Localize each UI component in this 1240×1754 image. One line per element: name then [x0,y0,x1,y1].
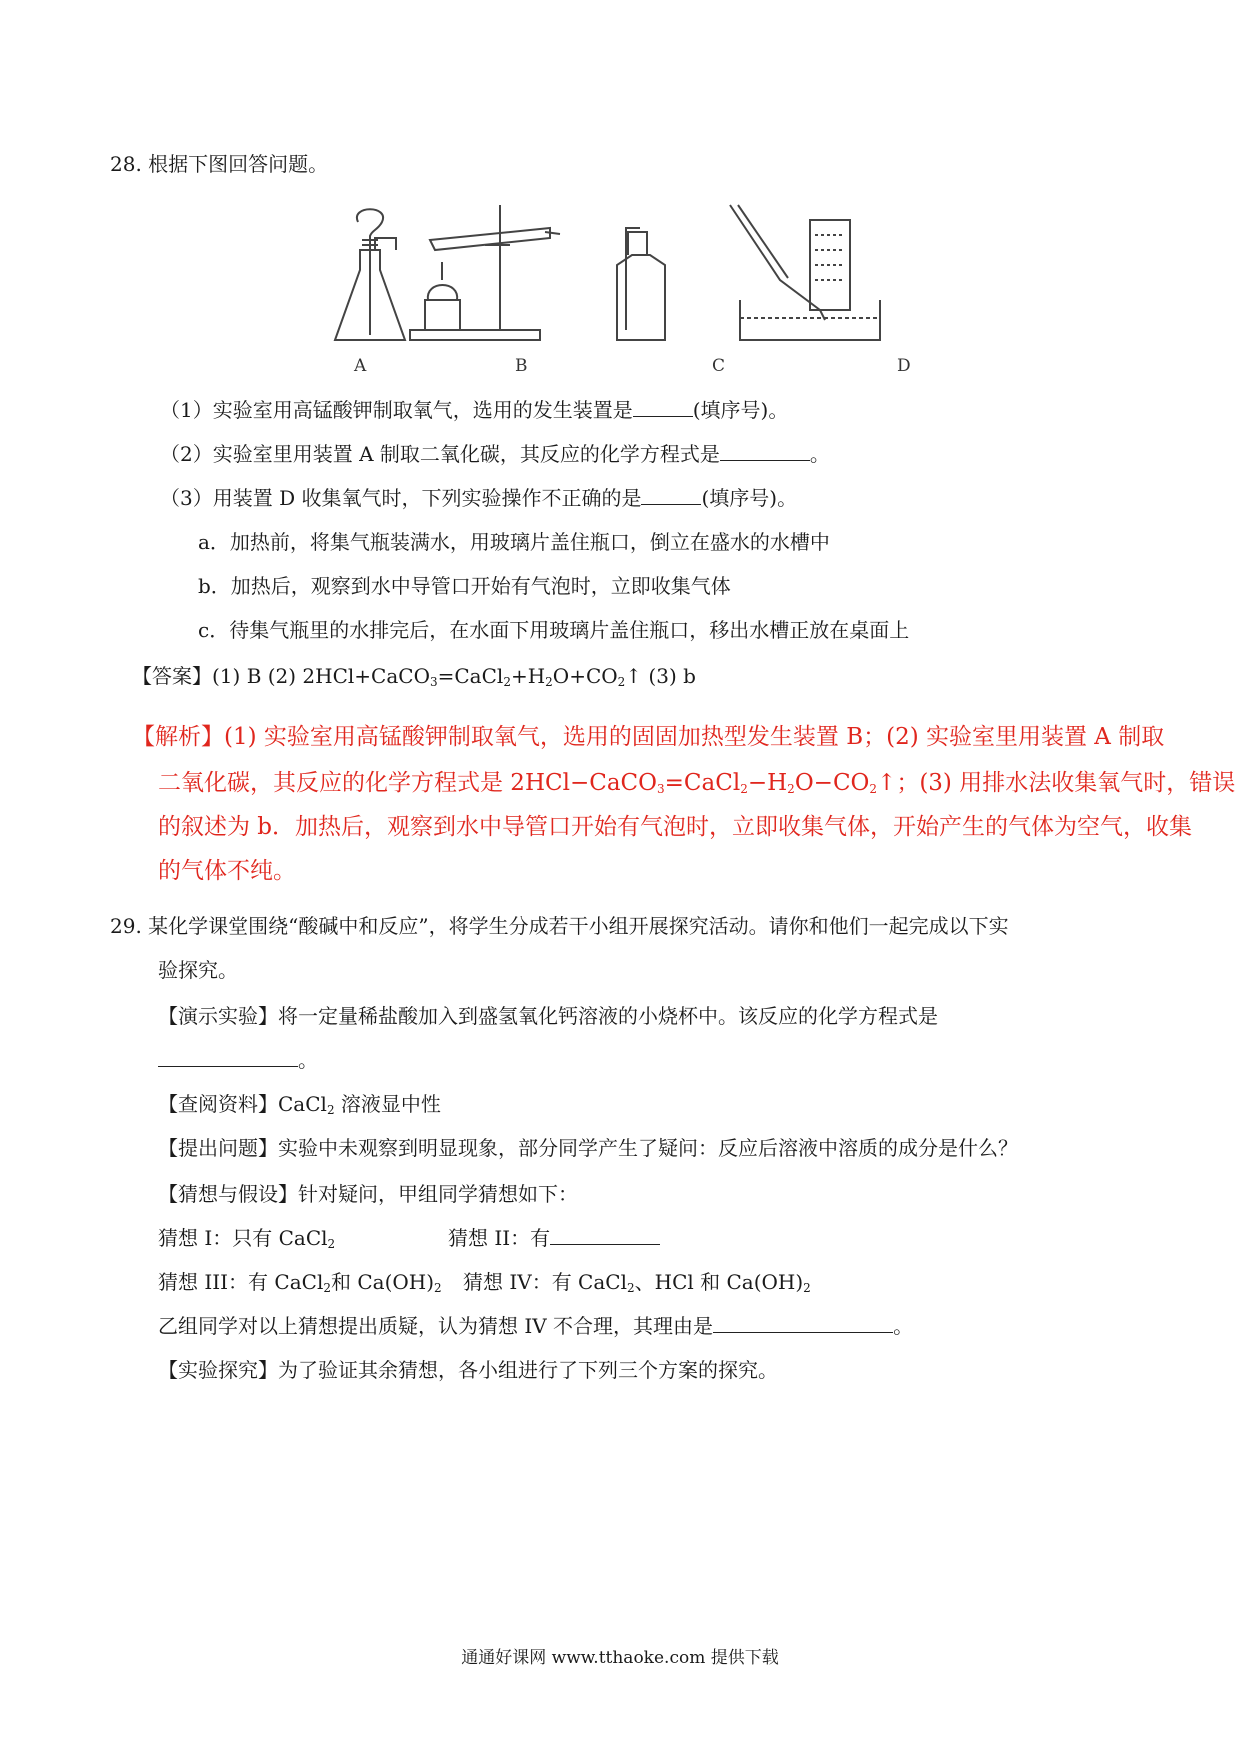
q28-sub3 [160,484,797,512]
figure-label-b: B [515,356,528,376]
q29-explore: 【实验探究】为了验证其余猜想，各小组进行了下列三个方案的探究。 [158,1358,778,1382]
analysis-part: −H [747,770,788,796]
subscript: 2 [787,782,795,796]
q28-analysis-line3: 的叙述为 b．加热后，观察到水中导管口开始有气泡时，立即收集气体，开始产生的气体为空气，收集 [158,814,1193,840]
apparatus-a [335,209,405,340]
subscript: 2 [869,782,878,796]
q28-analysis-line4: 的气体不纯。 [158,858,296,884]
subscript: 2 [434,1281,442,1295]
q29-guess-4 [463,1268,811,1296]
answer-blank[interactable] [633,398,693,417]
answer-part: (1) B (2) 2HCl+CaCO [212,664,430,688]
figure-label-a: A [354,356,367,376]
reference-text: 溶液显中性 [334,1092,441,1116]
q29-number: 29. [110,914,142,938]
q28-sub1 [160,396,788,424]
subscript: 2 [326,1103,335,1117]
answer-part: ↑ (3) b [625,664,696,688]
subscript: 3 [429,675,438,689]
q29-stem-line1 [110,912,1009,940]
analysis-part: =CaCl [664,770,741,796]
apparatus-d [730,205,880,340]
q28-sub3-text: （3）用装置 D 收集氧气时，下列实验操作不正确的是 [160,486,642,510]
q28-sub3-tail: (填序号)。 [701,486,798,510]
q29-guess-2 [448,1224,660,1252]
guess-text: 猜想 IV：有 CaCl [463,1270,627,1294]
q28-number: 28. [110,152,142,176]
q28-analysis-line2 [158,768,1235,798]
q29-stem-line2: 验探究。 [158,958,238,982]
q28-analysis-line1: 【解析】(1) 实验室用高锰酸钾制取氧气，选用的固固加热型发生装置 B；(2) 实验室里用装置 A 制取 [132,724,1165,750]
guess-text: 猜想 II：有 [448,1226,551,1250]
subscript: 2 [503,675,511,689]
subscript: 2 [327,1237,336,1251]
subscript: 2 [803,1281,811,1295]
q28-option-a: a．加热前，将集气瓶装满水，用玻璃片盖住瓶口，倒立在盛水的水槽中 [198,530,830,554]
doubt-text: 乙组同学对以上猜想提出质疑，认为猜想 IV 不合理，其理由是 [158,1314,714,1338]
q29-stem-text: 某化学课堂围绕“酸碱中和反应”，将学生分成若干小组开展探究活动。请你和他们一起完成以下实 [148,914,1009,938]
answer-part: +H [510,664,546,688]
q28-sub2-tail: 。 [809,442,830,466]
answer-part: O+CO [552,664,618,688]
q28-sub2-text: （2）实验室里用装置 A 制取二氧化碳，其反应的化学方程式是 [160,442,720,466]
analysis-part: O−CO [794,770,870,796]
page-footer: 通通好课网 www.tthaoke.com 提供下载 [461,1648,779,1668]
q29-demo: 【演示实验】将一定量稀盐酸加入到盛氢氧化钙溶液的小烧杯中。该反应的化学方程式是 [158,1004,938,1028]
q29-hypothesis-head: 【猜想与假设】针对疑问，甲组同学猜想如下： [158,1182,578,1206]
answer-blank[interactable] [641,486,701,505]
q29-demo-blank-line [158,1046,318,1074]
q28-sub2 [160,440,830,468]
subscript: 2 [545,675,553,689]
figure-label-c: C [712,356,726,376]
answer-blank[interactable] [713,1314,893,1333]
q29-question: 【提出问题】实验中未观察到明显现象，部分同学产生了疑问：反应后溶液中溶质的成分是什么？ [158,1136,1018,1160]
answer-tag: 【答案】 [132,664,212,688]
q28-sub1-text: （1）实验室用高锰酸钾制取氧气，选用的发生装置是 [160,398,633,422]
q29-guess-1 [158,1224,335,1252]
q29-guess-3 [158,1268,442,1296]
figure-label-d: D [897,356,911,376]
answer-blank[interactable] [550,1226,660,1245]
subscript: 2 [323,1281,331,1295]
guess-text: 猜想 III：有 CaCl [158,1270,324,1294]
q29-demo-tail: 。 [298,1048,318,1072]
analysis-part: 二氧化碳，其反应的化学方程式是 2HCl−CaCO [158,770,657,796]
subscript: 3 [657,782,665,796]
guess-text: 猜想 I：只有 CaCl [158,1226,328,1250]
q29-doubt [158,1312,913,1340]
apparatus-b [410,205,560,340]
subscript: 2 [740,782,748,796]
q28-sub1-tail: (填序号)。 [692,398,789,422]
doubt-tail: 。 [893,1314,914,1338]
apparatus-c [617,228,665,340]
subscript: 2 [626,1281,635,1295]
analysis-part: ↑；(3) 用排水法收集氧气时，错误 [877,770,1236,796]
q28-stem-text: 根据下图回答问题。 [148,152,329,176]
q29-reference [158,1090,441,1118]
subscript: 2 [617,675,626,689]
answer-blank[interactable] [158,1048,298,1067]
q28-answer [132,662,696,690]
reference-text: 【查阅资料】CaCl [158,1092,327,1116]
answer-part: =CaCl [437,664,504,688]
guess-text: 、HCl 和 Ca(OH) [634,1270,804,1294]
q28-stem [110,150,328,178]
q28-option-c: c．待集气瓶里的水排完后，在水面下用玻璃片盖住瓶口，移出水槽正放在桌面上 [198,618,910,642]
q28-option-b: b．加热后，观察到水中导管口开始有气泡时，立即收集气体 [198,574,731,598]
guess-text: 和 Ca(OH) [330,1270,435,1294]
answer-blank[interactable] [720,442,810,461]
